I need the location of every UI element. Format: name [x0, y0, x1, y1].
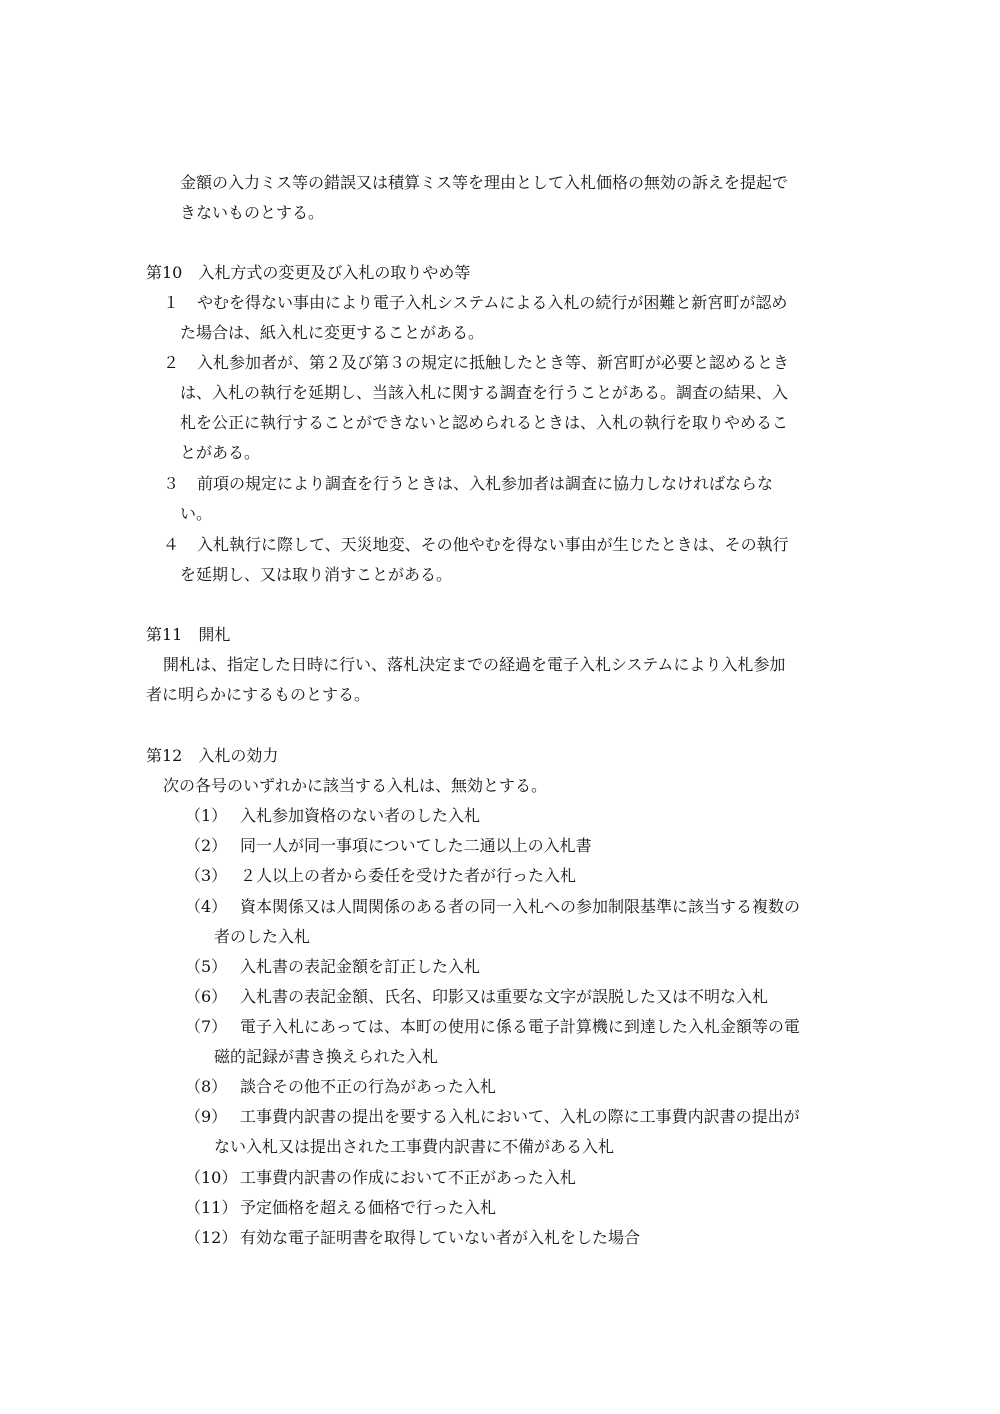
section-10-item-1-number: １	[163, 293, 180, 312]
section-12-item-3-number: （3）	[185, 866, 228, 885]
section-12-item-9-number: （9）	[185, 1107, 228, 1126]
section-12-intro: 次の各号のいずれかに該当する入札は、無効とする。	[163, 776, 548, 795]
section-12-item-6-line-1: 入札書の表記金額、氏名、印影又は重要な文字が誤脱した又は不明な入札	[240, 987, 769, 1006]
section-12-item-11-number: （11）	[185, 1198, 238, 1217]
section-10-item-3-line-1: 前項の規定により調査を行うときは、入札参加者は調査に協力しなければならな	[197, 474, 774, 493]
section-12-heading: 第12 入札の効力	[146, 746, 279, 765]
section-12-item-12-number: （12）	[185, 1228, 238, 1247]
section-12-item-11-line-1: 予定価格を超える価格で行った入札	[240, 1198, 497, 1217]
section-10-item-2-line-1: 入札参加者が、第２及び第３の規定に抵触したとき等、新宮町が必要と認めるとき	[197, 353, 790, 372]
section-12-item-4-line-2: 者のした入札	[214, 927, 311, 946]
section-12-item-1-number: （1）	[185, 806, 228, 825]
section-10-item-2-number: ２	[163, 353, 180, 372]
section-12-item-10-number: （10）	[185, 1168, 238, 1187]
section-12-item-7-line-2: 磁的記録が書き換えられた入札	[214, 1047, 439, 1066]
section-12-item-3-line-1: ２人以上の者から委任を受けた者が行った入札	[240, 866, 577, 885]
section-12-item-7-line-1: 電子入札にあっては、本町の使用に係る電子計算機に到達した入札金額等の電	[240, 1017, 800, 1036]
section-12-item-9-line-1: 工事費内訳書の提出を要する入札において、入札の際に工事費内訳書の提出が	[240, 1107, 800, 1126]
continuation-line-1: 金額の入力ミス等の錯誤又は積算ミス等を理由として入札価格の無効の訴えを提起で	[180, 173, 789, 192]
section-11-line-2: 者に明らかにするものとする。	[146, 685, 371, 704]
section-12-item-9-line-2: ない入札又は提出された工事費内訳書に不備がある入札	[214, 1137, 615, 1156]
section-12-item-5-line-1: 入札書の表記金額を訂正した入札	[240, 957, 481, 976]
section-10-heading: 第10 入札方式の変更及び入札の取りやめ等	[146, 263, 471, 282]
section-12-item-4-number: （4）	[185, 897, 228, 916]
section-12-item-5-number: （5）	[185, 957, 228, 976]
section-12-item-6-number: （6）	[185, 987, 228, 1006]
section-10-item-2-line-4: とがある。	[180, 443, 261, 462]
section-11-heading: 第11 開札	[146, 625, 231, 644]
section-10-item-3-number: ３	[163, 474, 180, 493]
section-10-item-1-line-1: やむを得ない事由により電子入札システムによる入札の続行が困難と新宮町が認め	[197, 293, 788, 312]
section-10-item-2-line-3: 札を公正に執行することができないと認められるときは、入札の執行を取りやめるこ	[180, 413, 789, 432]
section-12-item-2-line-1: 同一人が同一事項についてした二通以上の入札書	[240, 836, 592, 855]
section-10-item-4-line-1: 入札執行に際して、天災地変、その他やむを得ない事由が生じたときは、その執行	[197, 535, 789, 554]
section-12-item-12-line-1: 有効な電子証明書を取得していない者が入札をした場合	[240, 1228, 641, 1247]
section-12-item-1-line-1: 入札参加資格のない者のした入札	[240, 806, 481, 825]
continuation-line-2: きないものとする。	[180, 203, 325, 222]
section-12-item-2-number: （2）	[185, 836, 228, 855]
section-12-item-8-line-1: 談合その他不正の行為があった入札	[240, 1077, 496, 1096]
section-10-item-2-line-2: は、入札の執行を延期し、当該入札に関する調査を行うことがある。調査の結果、入	[180, 383, 789, 402]
section-10-item-4-line-2: を延期し、又は取り消すことがある。	[180, 565, 453, 584]
section-10-item-4-number: ４	[163, 535, 180, 554]
section-11-line-1: 開札は、指定した日時に行い、落札決定までの経過を電子入札システムにより入札参加	[163, 655, 786, 674]
section-12-item-4-line-1: 資本関係又は人間関係のある者の同一入札への参加制限基準に該当する複数の	[240, 897, 801, 916]
section-12-item-10-line-1: 工事費内訳書の作成において不正があった入札	[240, 1168, 576, 1187]
section-10-item-3-line-2: い。	[180, 504, 213, 523]
section-12-item-8-number: （8）	[185, 1077, 228, 1096]
section-10-item-1-line-2: た場合は、紙入札に変更することがある。	[180, 323, 485, 342]
section-12-item-7-number: （7）	[185, 1017, 228, 1036]
